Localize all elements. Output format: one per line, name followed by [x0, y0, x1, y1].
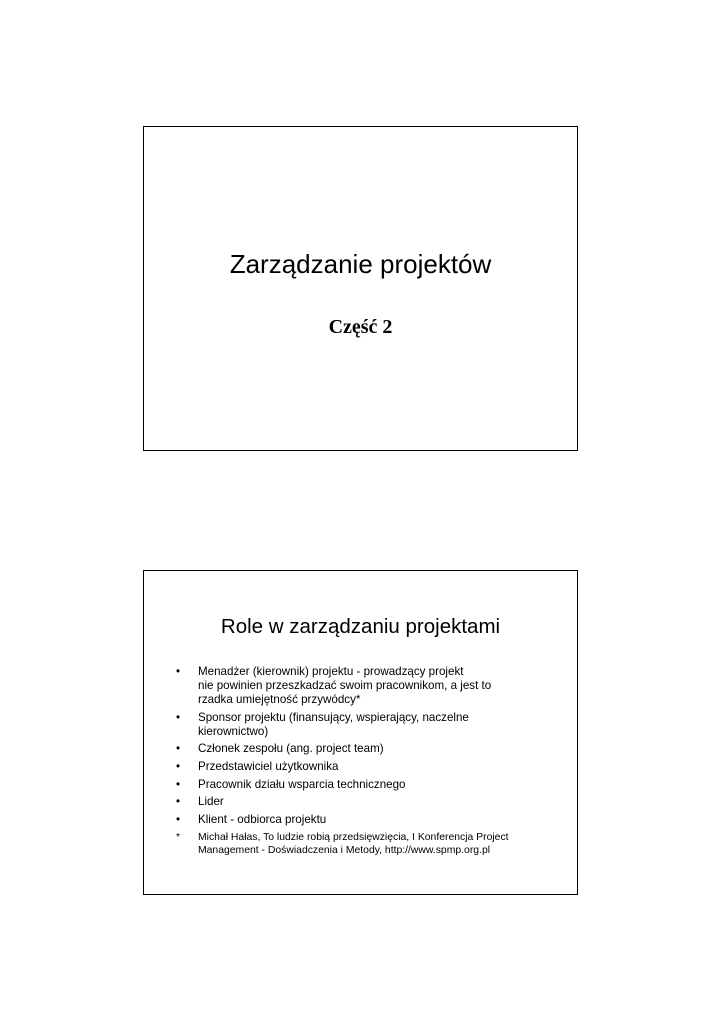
bullet-marker: •: [176, 742, 181, 756]
bullet-marker: •: [176, 813, 181, 827]
footnote-marker: *: [176, 831, 181, 843]
slide-title: [143, 126, 578, 451]
list-item-line: kierownictwo): [198, 724, 269, 738]
list-item-line: nie powinien przeszkadzać swoim pracownikom, a jest to: [198, 679, 492, 692]
list-item: [174, 711, 569, 739]
list-item-line: Klient - odbiorca projektu: [198, 813, 327, 827]
roles-list: [174, 665, 569, 861]
bullet-marker: •: [176, 777, 181, 791]
list-item-line: Pracownik działu wsparcia technicznego: [198, 777, 406, 791]
list-item: [174, 778, 569, 792]
bullet-marker: •: [176, 665, 181, 678]
list-item: [174, 813, 569, 827]
list-item-line: rzadka umiejętność przywódcy*: [198, 693, 361, 706]
list-item-line: Lider: [198, 795, 224, 809]
list-item: [174, 760, 569, 774]
list-item-line: Członek zespołu (ang. project team): [198, 742, 384, 756]
list-item: [174, 742, 569, 756]
footnote-line: Management - Doświadczenia i Metody, http://www.spmp.org.pl: [198, 844, 491, 856]
bullet-marker: •: [176, 710, 181, 724]
list-item-line: Sponsor projektu (finansujący, wspierający, naczelne: [198, 710, 469, 724]
slide-1-title: Zarządzanie projektów: [229, 249, 492, 279]
slide-2-title: Role w zarządzaniu projektami: [220, 615, 501, 638]
list-item: [174, 665, 569, 707]
list-item-line: Przedstawiciel użytkownika: [198, 760, 339, 774]
list-item-line: Menadżer (kierownik) projektu - prowadzący projekt: [198, 665, 464, 678]
bullet-marker: •: [176, 795, 181, 809]
list-item: [174, 795, 569, 809]
slide-1-subtitle: Część 2: [328, 316, 393, 338]
slide-roles: [143, 570, 578, 895]
bullet-marker: •: [176, 760, 181, 774]
footnote-line: Michał Hałas, To ludzie robią przedsięwzięcia, I Konferencja Project: [198, 831, 509, 843]
footnote: [174, 831, 569, 857]
